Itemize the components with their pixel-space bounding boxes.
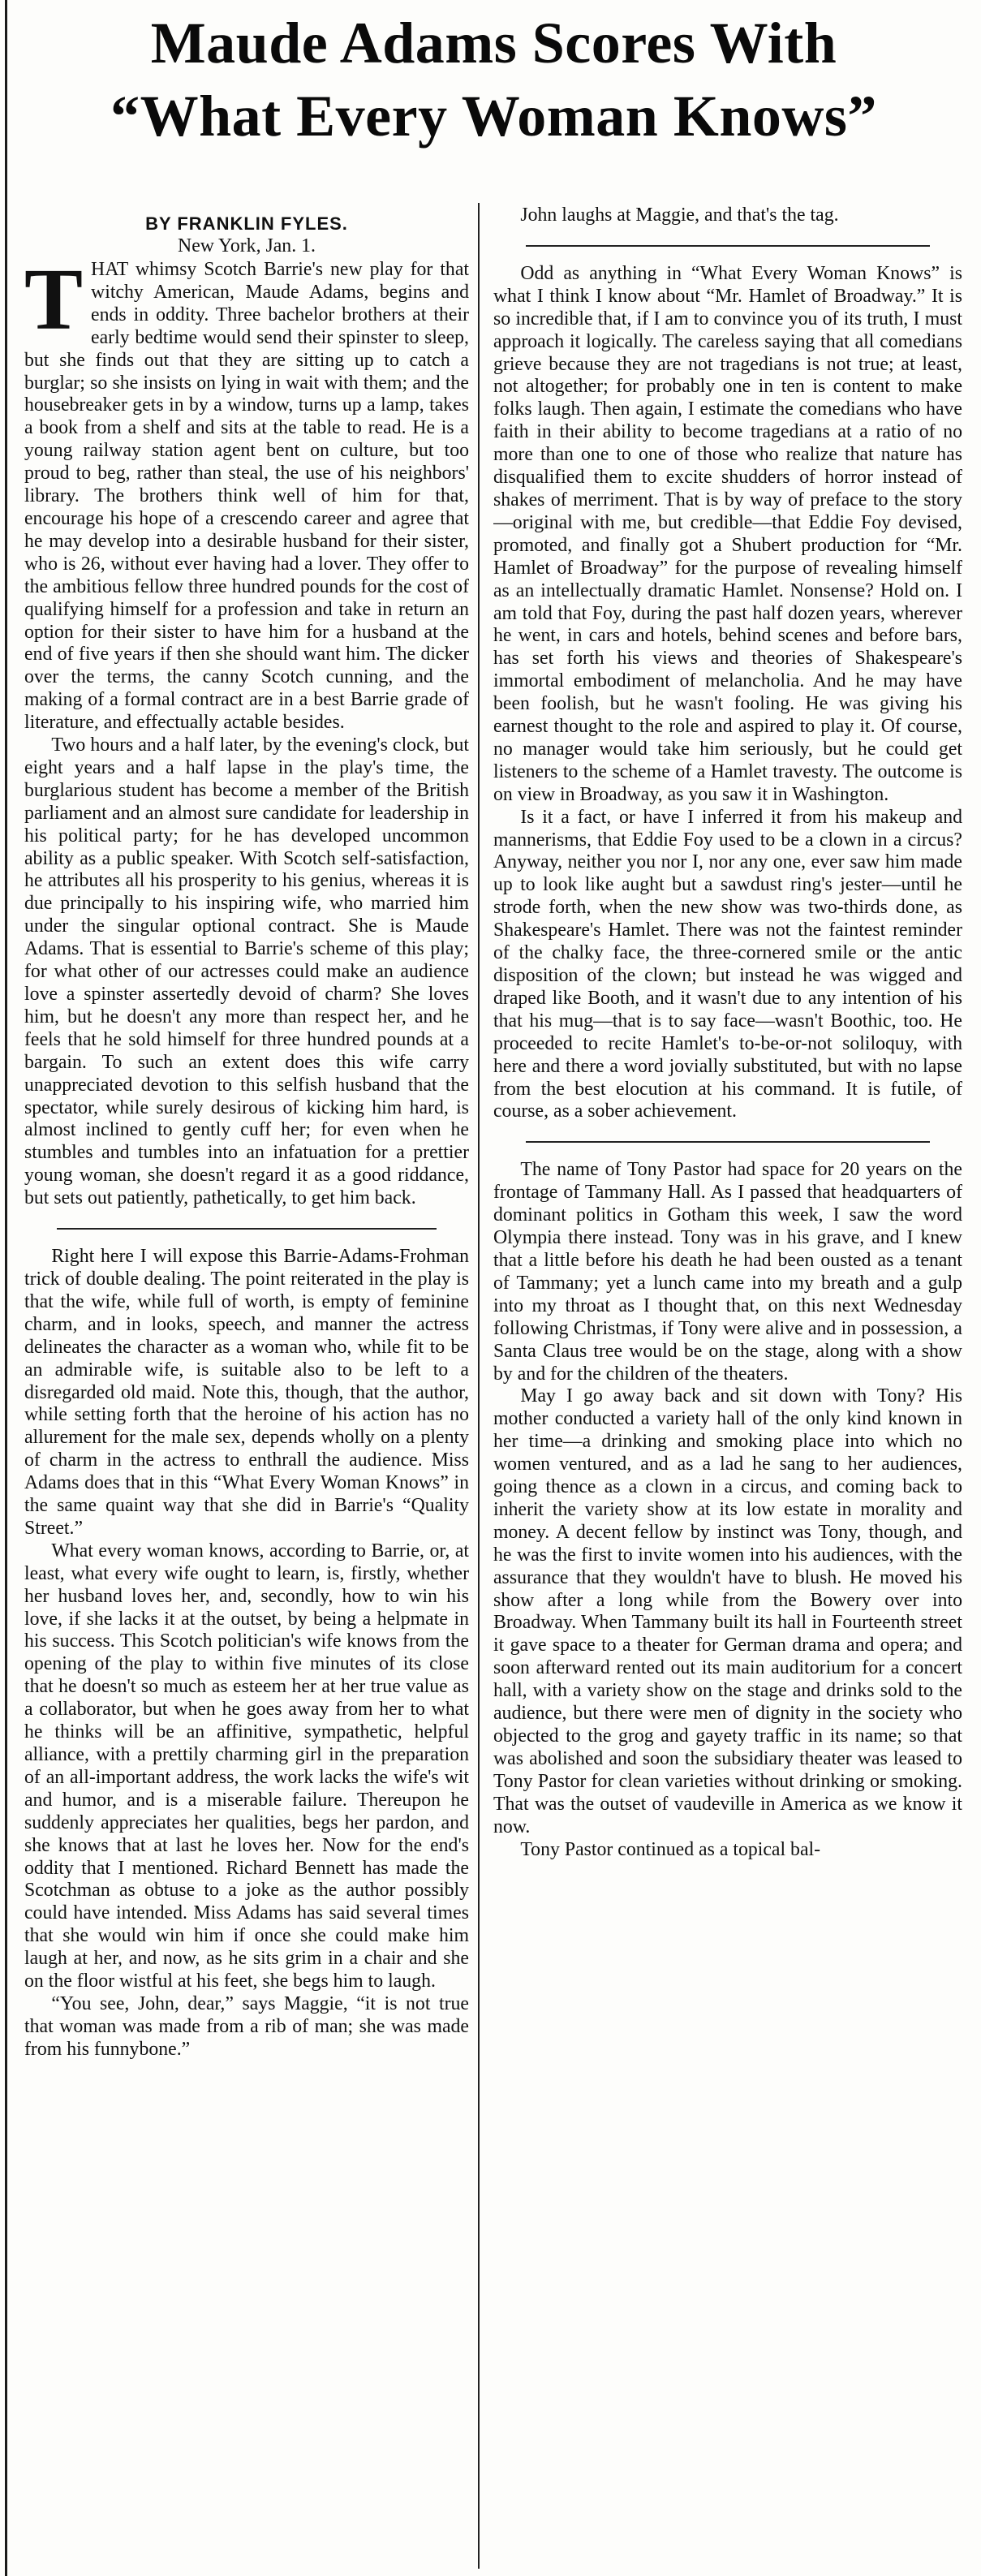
section-separator: [526, 245, 930, 247]
byline: BY FRANKLIN FYLES.: [145, 213, 348, 234]
article-paragraph: What every woman knows, according to Barrie, or, at least, what every wife ought to learn, is, firstly, whether her husband loves her, and, secondly, how to win his love, if she lacks it at the outset, by being a helpmate in his success. This Scotch politician's wife knows from the opening of the play to within five minutes of its close that he doesn't so much as esteem her at her true value as a collaborator, but when he goes away from her to what he thinks will be an affinitive, sympathetic, helpful alliance, with a prettily charming girl in the preparation of an all-important address, the work lacks the wife's wit and humor, and is a miserable failure. Thereupon he suddenly appreciates her qualities, begs her pardon, and she knows that at last he loves her. Now for the end's oddity that I mentioned. Richard Bennett has made the Scotchman as obtuse to a joke as the author possibly could have intended. Miss Adams has said several times that she would win him if once she could make him laugh at her, and now, as he sits grim in a chair and she on the floor wistful at his feet, she begs him to laugh.: [24, 1540, 469, 1992]
article-column-right: [493, 205, 962, 2562]
left-border-rule: [5, 0, 7, 2576]
headline-line-1: Maude Adams Scores With: [150, 11, 837, 75]
article-paragraph: Right here I will expose this Barrie-Adams-Frohman trick of double dealing. The point reiterated in the play is that the wife, while full of worth, is empty of feminine charm, and in looks, speech, and manner the actress delineates the character as a woman who, while fit to be an admirable wife, is suitable also to be left to a disregarded old maid. Note this, though, that the author, while setting forth that the heroine of his action has no allurement for the male sex, depends wholly on a plenty of charm in the actress to enthrall the audience. Miss Adams does that in this “What Every Woman Knows” in the same quaint way that she did in Barrie's “Quality Street.”: [24, 1246, 469, 1539]
section-separator: [526, 1141, 930, 1143]
dateline: New York, Jan. 1.: [178, 235, 316, 256]
column-divider: [478, 203, 480, 2569]
section-separator: [57, 1228, 437, 1230]
article-paragraph: The name of Tony Pastor had space for 20 years on the frontage of Tammany Hall. As I passed that headquarters of dominant politics in Gotham this week, I saw the word Olympia there instead. Tony was in his grave, and I knew that a little before his death he had been ousted as a tenant of Tammany; yet a lunch came into my breath and a gulp into my throat as I thought that, on this next Wednesday following Christmas, if Tony were alive and in possession, a Santa Claus tree would be on the stage, along with a show by and for the children of the theaters.: [493, 1159, 962, 1385]
headline-line-2: “What Every Woman Knows”: [110, 84, 877, 149]
article-paragraph: May I go away back and sit down with Tony? His mother conducted a variety hall of the only kind known in her time—a drinking and smoking place into which no women ventured, and as a lad he sang to her audiences, going thence as a clown in a circus, and coming back to inherit the variety show at its low estate in morality and money. A decent fellow by instinct was Tony, though, and he was the first to invite women into his audiences, with the assurance that they wouldn't have to blush. He moved his show after a long while from the Bowery over into Broadway. When Tammany built its hall in Fourteenth street it gave space to a theater for German drama and opera; and soon afterward rented out its main auditorium for a concert hall, with a variety show on the stage and drinks sold to the audience, but there were men of dignity in the society who objected to the grog and gayety traffic in its name; so that was abolished and soon the subsidiary theater was leased to Tony Pastor for clean varieties without drinking or smoking. That was the outset of vaudeville in America as we know it now.: [493, 1385, 962, 1837]
lead-paragraph-text: HAT whimsy Scotch Barrie's new play for that witchy American, Maude Adams, begins and ends in oddity. Three bachelor brothers at their early bedtime would send their spinster to sleep, but she finds out that they are sitting up to catch a burglar; so she insists on lying in wait with them; and the housebreaker gets in by a window, turns up a lamp, takes a book from a shelf and sits at the table to read. He is a young railway station agent bent on culture, but too proud to beg, rather than steal, the use of his neighbors' library. The brothers think well of him for that, encourage his hope of a crescendo career and agree that he may develop into a desirable husband for their sister, who is 26, without ever having had a lover. They offer to the ambitious fellow three hundred pounds for the cost of qualifying himself for a profession and take in return an option for their sister to have him for a husband at the end of five years if then she should want him. The dicker over the terms, the canny Scotch cunning, and the making of a formal contract are in a best Barrie grade of literature, and effectually actable besides.: [24, 259, 469, 734]
article-paragraph: John laughs at Maggie, and that's the tag.: [520, 205, 839, 226]
article-column-left: [24, 213, 469, 2562]
article-paragraph: Is it a fact, or have I inferred it from his makeup and mannerisms, that Eddie Foy used to be a clown in a circus? Anyway, neither you nor I, nor any one, ever saw him made up to look like aught but a sawdust ring's jester—until he strode forth, when the new show was two-thirds done, as Shakespeare's Hamlet. There was not the faintest reminder of the chalky face, the three-cornered smile or the antic disposition of the clown; but instead he was wigged and draped like Booth, and it wasn't due to any intention of his that his mug—that is to say face—wasn't Boothic, too. He proceeded to recite Hamlet's to-be-or-not soliloquy, with here and there a word jovially substituted, but with no lapse from the best elocution at his command. It is futile, of course, as a sober achievement.: [493, 806, 962, 1122]
article-paragraph: “You see, John, dear,” says Maggie, “it is not true that woman was made from a rib of man; she was made from his funnybone.”: [24, 1992, 469, 2060]
drop-cap: T: [24, 252, 84, 348]
lead-paragraph: [24, 252, 469, 734]
article-paragraph: Tony Pastor continued as a topical bal-: [520, 1838, 821, 1860]
article-paragraph: Odd as anything in “What Every Woman Knows” is what I think I know about “Mr. Hamlet of Broadway.” It is so incredible that, if I am to convince you of its truth, I must approach it logically. The careless saying that all comedians grieve because they are not tragedians is not true; at least, not altogether; for probably one in ten is content to make folks laugh. Then again, I estimate the comedians who have faith in their ability to become tragedians at a ratio of no more than one to one of those who realize that nature has disqualified them to excite shudders of horror instead of shakes of merriment. That is by way of preface to the story—original with me, but credible—that Eddie Foy devised, promoted, and finally got a Shubert production for “Mr. Hamlet of Broadway” for the purpose of revealing himself as an intellectually dramatic Hamlet. Nonsense? Hold on. I am told that Foy, during the past half dozen years, wherever he went, in cars and hotels, behind scenes and before bars, has set forth his views and theories of Shakespeare's immortal embodiment of melancholia. And he may have been foolish, but he wasn't fooling. He was giving his earnest thought to the role and aspired to play it. Of course, no manager would take him seriously, but he could get listeners to the scheme of a Hamlet travesty. The outcome is on view in Broadway, as you saw it in Washington.: [493, 262, 962, 805]
article-paragraph: Two hours and a half later, by the evening's clock, but eight years and a half lapse in the play's time, the burglarious student has become a member of the British parliament and an almost sure candidate for leadership in his political party; for he has developed uncommon ability as a public speaker. With Scotch self-satisfaction, he attributes all his prosperity to his genius, whereas it is due principally to his inspiring wife, who married him under the singular optional contract. She is Maude Adams. That is essential to Barrie's scheme of this play; for what other of our actresses could make an audience love a spinster assertedly devoid of charm? She loves him, but he doesn't any more than respect her, and he feels that he sold himself for three hundred pounds at a bargain. To such an extent does this wife carry unappreciated devotion to this selfish husband that the spectator, while surely desirous of kicking him hard, is almost inclined to gently cuff her; for even when he stumbles and tumbles into an infatuation for a prettier young woman, she doesn't regard it as a good riddance, but sets out patiently, pathetically, to get him back.: [24, 734, 469, 1209]
